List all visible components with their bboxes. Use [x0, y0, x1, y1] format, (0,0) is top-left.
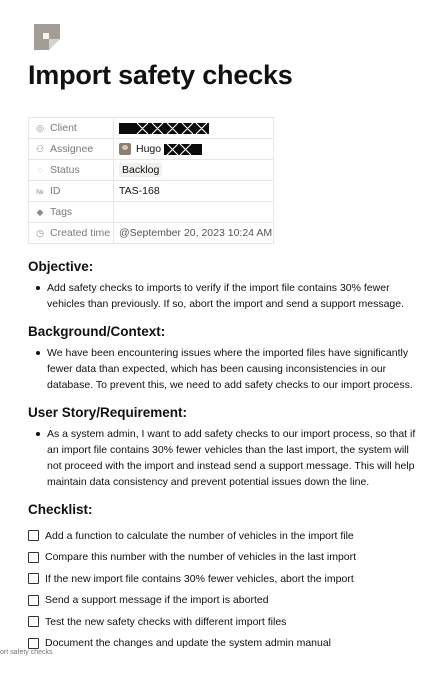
bullet-list — [28, 280, 420, 312]
people-icon: ⚇ — [35, 144, 45, 154]
properties-table — [28, 117, 274, 244]
list-item: We have been encountering issues where the imported files have significantly fewer data than expected, which has been causing inconsistencies in our database. To prevent this, we need to add safety checks to our import process. — [47, 345, 420, 393]
property-value-tags[interactable] — [114, 202, 274, 223]
property-key: Status — [50, 164, 80, 176]
property-value-id: TAS-168 — [114, 181, 274, 202]
status-badge: Backlog — [119, 163, 162, 177]
section-user-story — [28, 405, 420, 490]
property-value-assignee[interactable] — [114, 139, 274, 160]
section-heading: Objective: — [28, 259, 94, 274]
checklist-item-label: Compare this number with the number of vehicles in the last import — [45, 551, 357, 564]
section-heading: Checklist: — [28, 502, 93, 517]
checklist-item-label: Test the new safety checks with different import files — [45, 615, 287, 628]
property-row-status[interactable] — [29, 160, 274, 181]
page-footer: ort safety checks — [0, 649, 53, 656]
property-row-assignee[interactable] — [29, 139, 274, 160]
checklist-items — [28, 525, 428, 654]
bullet-list — [28, 345, 420, 393]
checkbox[interactable] — [28, 573, 39, 584]
checkbox[interactable] — [28, 616, 39, 627]
checklist-item[interactable] — [28, 568, 428, 590]
assignee-name: Hugo — [136, 142, 162, 155]
checklist-item[interactable] — [28, 525, 428, 547]
document-page-icon[interactable] — [34, 24, 60, 50]
checklist-item-label: Send a support message if the import is aborted — [45, 594, 269, 607]
property-value-created-time: @September 20, 2023 10:24 AM — [114, 223, 274, 244]
section-background-context — [28, 324, 420, 393]
checklist-item-label: Document the changes and update the system admin manual — [45, 637, 332, 650]
redaction-mark — [164, 144, 202, 155]
property-row-tags[interactable] — [29, 202, 274, 223]
property-value-client[interactable] — [114, 118, 274, 139]
property-row-created-time[interactable] — [29, 223, 274, 244]
checklist-item[interactable] — [28, 590, 428, 612]
checkbox[interactable] — [28, 530, 39, 541]
list-item: As a system admin, I want to add safety checks to our import process, so that if an import file contains 30% fewer vehicles than the last import, the system will not proceed with the import and instead send a support message. This will help maintain data consistency and prevent potential issues down the line. — [47, 426, 420, 490]
checklist-item-label: Add a function to calculate the number of vehicles in the import file — [45, 529, 354, 542]
list-item: Add safety checks to imports to verify if the import file contains 30% fewer vehicles than previously. If so, abort the import and send a support message. — [47, 280, 420, 312]
avatar — [119, 143, 131, 155]
checklist-item[interactable] — [28, 633, 428, 655]
checkbox[interactable] — [28, 552, 39, 563]
section-heading: Background/Context: — [28, 324, 166, 339]
property-key: Created time — [50, 227, 111, 239]
property-key: Client — [50, 122, 77, 134]
target-icon: ◎ — [36, 123, 44, 133]
property-key: Assignee — [50, 143, 94, 155]
property-row-id[interactable] — [29, 181, 274, 202]
checkbox[interactable] — [28, 638, 39, 649]
property-value-status[interactable] — [114, 160, 274, 181]
redaction-mark — [119, 123, 209, 134]
section-heading: User Story/Requirement: — [28, 405, 188, 420]
property-key: ID — [50, 185, 61, 197]
section-checklist — [28, 502, 428, 654]
checklist-item[interactable] — [28, 547, 428, 569]
checklist-item-label: If the new import file contains 30% fewer vehicles, abort the import — [45, 572, 354, 585]
bullet-list — [28, 426, 420, 490]
status-icon: ◌ — [37, 165, 43, 175]
checkbox[interactable] — [28, 595, 39, 606]
section-objective — [28, 259, 420, 312]
checklist-item[interactable] — [28, 611, 428, 633]
property-row-client[interactable] — [29, 118, 274, 139]
number-icon: № — [36, 189, 44, 196]
page-title: Import safety checks — [28, 60, 293, 90]
tag-icon: ◆ — [36, 207, 44, 217]
property-key: Tags — [50, 206, 73, 218]
clock-icon: ◷ — [36, 228, 44, 238]
